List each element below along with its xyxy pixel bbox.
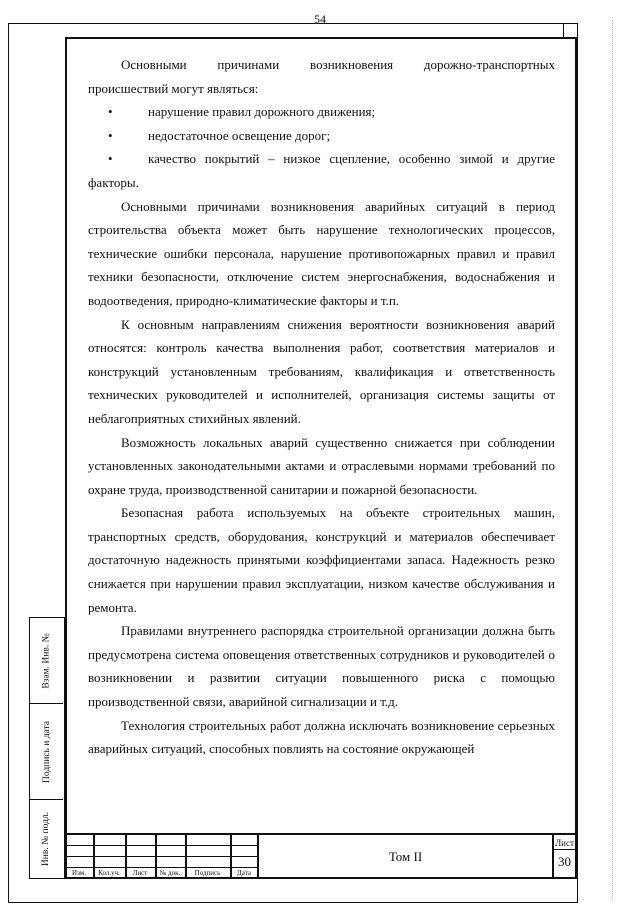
list-item — [88, 124, 555, 148]
list-item — [88, 100, 555, 124]
col-label-change: Изм. — [72, 869, 86, 877]
list-item — [88, 147, 555, 194]
page-number: 54 — [314, 12, 326, 26]
paragraph: К основным направлениям снижения вероятности возникновения аварий относятся: контроль качества выполнения работ, соответствия материалов и конструкций установленным требованиям, квалификация и ответственность технических руководителей и исполнителей, организация системы защиты от неблагоприятных стихийных явлений. — [88, 316, 555, 426]
list-item-text: качество покрытий – низкое сцепление, особенно зимой и другие факторы. — [88, 151, 555, 190]
side-stamp-cell-signature — [30, 704, 63, 800]
bullet-icon: • — [108, 127, 113, 143]
col-label-sheet: Лист — [132, 869, 148, 877]
title-block — [65, 833, 577, 879]
sheet-number: 30 — [558, 854, 571, 869]
bullet-icon: • — [108, 104, 113, 120]
paragraph: Возможность локальных аварий существенно снижается при соблюдении установленных законодательными актами и отраслевыми нормами требований по охране труда, производственной санитарии и пожарной безопасности. — [88, 434, 555, 497]
paragraph: Технология строительных работ должна исключать возникновение серьезных аварийных ситуаций, способных повлиять на состояние окружающей — [88, 717, 555, 757]
col-label-signature: Подпись — [194, 869, 221, 877]
list-item-text: нарушение правил дорожного движения; — [148, 104, 376, 120]
volume-title: Том II — [388, 849, 423, 864]
side-stamp-cell-inventory — [30, 800, 63, 878]
paragraph: Основными причинами возникновения дорожно-транспортных происшествий могут являться: — [88, 57, 555, 96]
side-stamp-replace-label: Взам. Инв. № — [41, 632, 52, 689]
side-stamp-cell-replace — [30, 618, 63, 704]
frame-corner-mark — [563, 23, 578, 38]
paragraph: Безопасная работа используемых на объекте строительных машин, транспортных средств, оборудования, конструкций и материалов обеспечивает достаточную надежность принятыми коэффициентами запаса. Надежность резко снижается при нарушении правил эксплуатации, низком качестве обслуживания и ремонта. — [88, 505, 555, 615]
paragraph: Основными причинами возникновения аварийных ситуаций в период строительства объекта может быть нарушение технологических процессов, технические ошибки персонала, нарушение противопожарных правил и правил техники безопасности, отключение систем энергоснабжения, водоснабжения и водоотведения, природно-климатические факторы и т.п. — [88, 198, 555, 308]
sheet-label: Лист — [555, 838, 574, 848]
list-item-text: недостаточное освещение дорог; — [148, 127, 331, 143]
scan-edge-line — [612, 20, 614, 900]
document-body — [88, 53, 555, 761]
revision-table — [65, 835, 258, 879]
side-stamp-signature-label: Подпись и дата — [41, 720, 52, 783]
col-label-date: Дата — [237, 869, 251, 877]
col-label-count: Кол.уч. — [98, 869, 120, 877]
side-stamp-inventory-label: Инв. № подл. — [41, 811, 52, 867]
side-stamp — [29, 617, 65, 879]
col-label-doc: № док. — [159, 869, 181, 877]
paragraph: Правилами внутреннего распорядка строительной организации должна быть предусмотрена система оповещения ответственных сотрудников и руководителей о возникновении и развитии ситуации повышенного риска с помощью производственной связи, аварийной сигнализации и т.д. — [88, 623, 555, 710]
bullet-icon: • — [108, 151, 113, 167]
